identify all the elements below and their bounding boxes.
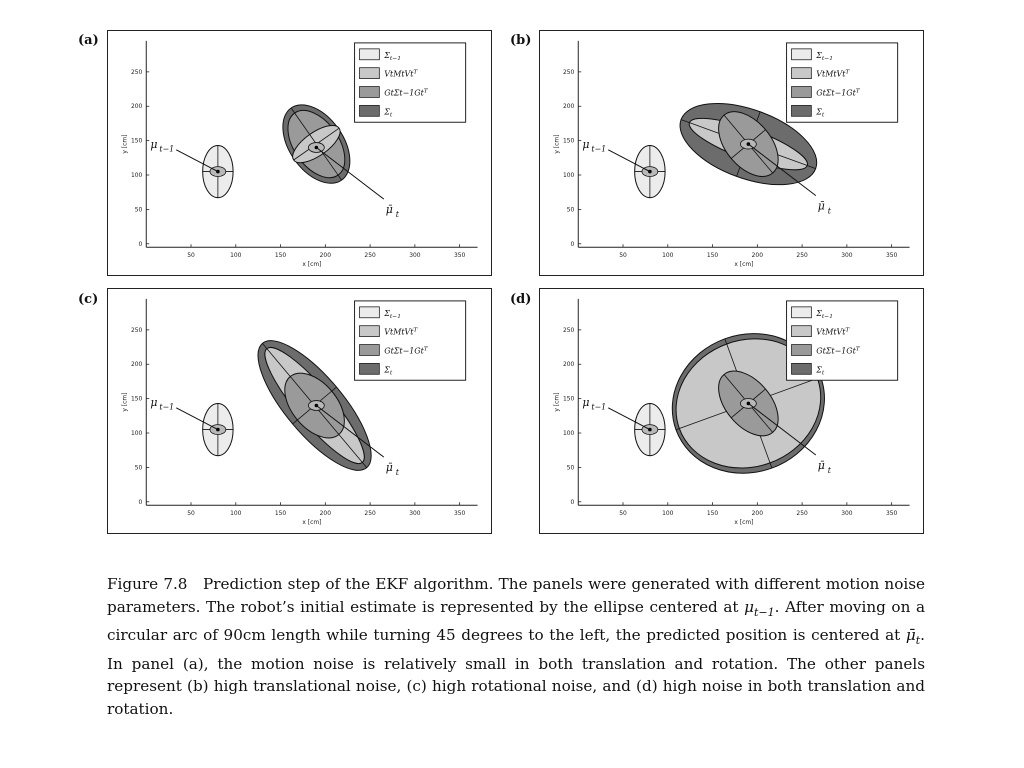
- annotation-label-prev: μ: [150, 137, 158, 151]
- y-tick-label: 200: [130, 361, 143, 369]
- figure-caption: [107, 573, 925, 720]
- x-tick-label: 350: [453, 252, 466, 260]
- x-tick-label: 50: [619, 252, 627, 260]
- annotation-label-prev-sub: t−1: [591, 402, 607, 412]
- y-tick-label: 250: [130, 326, 143, 334]
- x-tick-label: 150: [706, 510, 719, 518]
- x-tick-label: 200: [751, 252, 764, 260]
- legend-swatch: [792, 345, 812, 356]
- y-tick-label: 150: [562, 137, 575, 145]
- x-tick-label: 50: [187, 510, 195, 518]
- annotation-label-pred: μ̄: [817, 458, 825, 472]
- annotation-label-prev: μ: [150, 395, 158, 409]
- legend-swatch: [792, 49, 812, 60]
- legend-swatch: [360, 307, 380, 318]
- x-tick-label: 350: [453, 510, 466, 518]
- annotation-label-prev: μ: [582, 137, 590, 151]
- x-tick-label: 350: [885, 510, 898, 518]
- y-tick-label: 50: [566, 206, 575, 214]
- legend-label: $Gt\Sigma t-1Gt^T$: [384, 87, 428, 98]
- x-tick-label: 50: [187, 252, 195, 260]
- legend-swatch: [360, 345, 380, 356]
- y-tick-label: 250: [562, 68, 575, 76]
- x-tick-label: 100: [662, 252, 674, 260]
- annotation-label-pred-sub: t: [827, 206, 831, 216]
- x-axis-label: x [cm]: [302, 261, 322, 269]
- legend-label: VtMtVt$^T$: [384, 68, 418, 79]
- x-tick-label: 200: [319, 252, 332, 260]
- x-tick-label: 100: [662, 510, 674, 518]
- x-axis-label: x [cm]: [302, 519, 322, 527]
- chart-svg-c: [108, 289, 491, 533]
- legend-swatch: [792, 87, 812, 98]
- legend-label: $\Sigma_t$: [384, 107, 393, 119]
- x-tick-label: 250: [796, 252, 808, 260]
- figure-label: Figure 7.8: [107, 575, 188, 593]
- y-tick-label: 150: [562, 395, 575, 403]
- x-tick-label: 250: [364, 252, 376, 260]
- x-tick-label: 50: [619, 510, 627, 518]
- caption-body: [107, 575, 925, 718]
- legend-swatch: [360, 49, 380, 60]
- y-tick-label: 100: [562, 172, 575, 180]
- annotation-label-prev-sub: t−1: [159, 402, 175, 412]
- legend-swatch: [792, 68, 812, 79]
- annotation-label-pred: μ̄: [385, 460, 393, 474]
- x-tick-label: 300: [841, 252, 853, 260]
- annotation-label-prev-sub: t−1: [159, 144, 175, 154]
- x-tick-label: 200: [751, 510, 764, 518]
- legend-label: $Gt\Sigma t-1Gt^T$: [816, 345, 860, 356]
- annotation-label-pred: μ̄: [817, 199, 825, 213]
- y-tick-label: 0: [570, 240, 575, 248]
- chart-svg-a: [108, 31, 491, 275]
- y-tick-label: 50: [134, 464, 143, 472]
- legend-label: $Gt\Sigma t-1Gt^T$: [816, 87, 860, 98]
- y-tick-label: 150: [130, 137, 143, 145]
- y-tick-label: 100: [130, 430, 143, 438]
- annotation-label-prev: μ: [582, 395, 590, 409]
- legend-swatch: [792, 363, 812, 374]
- annotation-label-pred-sub: t: [395, 467, 399, 477]
- x-tick-label: 350: [885, 252, 898, 260]
- annotation-label-prev-sub: t−1: [591, 144, 607, 154]
- legend-swatch: [360, 68, 380, 79]
- legend-swatch: [792, 105, 812, 116]
- y-tick-label: 50: [566, 464, 575, 472]
- legend-label: $\Sigma_{t-1}$: [384, 50, 402, 62]
- y-tick-label: 200: [562, 103, 575, 111]
- legend-swatch: [360, 105, 380, 116]
- y-tick-label: 0: [138, 240, 143, 248]
- x-axis-label: x [cm]: [734, 261, 754, 269]
- y-axis-label: y [cm]: [121, 134, 129, 154]
- y-tick-label: 0: [138, 498, 143, 506]
- y-axis-label: y [cm]: [121, 392, 129, 412]
- x-tick-label: 150: [706, 252, 719, 260]
- y-tick-label: 50: [134, 206, 143, 214]
- caption-text: . In panel (a), the motion noise is relatively small in both translation and rotation. The other panels represent (b) high translational noise, (c) high rotational noise, and (d) high noise in both translation and rotation.: [107, 626, 925, 718]
- chart-panel-b: [539, 30, 924, 276]
- y-axis-label: y [cm]: [553, 134, 561, 154]
- y-tick-label: 100: [130, 172, 143, 180]
- y-tick-label: 200: [562, 361, 575, 369]
- legend-label: VtMtVt$^T$: [816, 326, 850, 337]
- caption-math: μ: [744, 597, 755, 616]
- annotation-label-pred-sub: t: [395, 209, 399, 219]
- annotation-label-pred-sub: t: [827, 465, 831, 475]
- y-tick-label: 250: [130, 68, 143, 76]
- x-tick-label: 150: [274, 252, 287, 260]
- legend-label: $\Sigma_t$: [816, 365, 825, 377]
- x-tick-label: 300: [841, 510, 853, 518]
- y-axis-label: y [cm]: [553, 392, 561, 412]
- y-tick-label: 250: [562, 326, 575, 334]
- caption-math: t: [915, 634, 921, 648]
- chart-panel-a: [107, 30, 492, 276]
- panel-letter-d: (d): [510, 292, 532, 307]
- panel-letter-a: (a): [78, 33, 99, 48]
- x-tick-label: 150: [274, 510, 287, 518]
- annotation-label-pred: μ̄: [385, 202, 393, 216]
- panel-letter-c: (c): [78, 292, 99, 307]
- caption-math: t−1: [754, 605, 775, 619]
- y-tick-label: 100: [562, 430, 575, 438]
- legend-label: $\Sigma_t$: [384, 365, 393, 377]
- legend-label: VtMtVt$^T$: [816, 68, 850, 79]
- caption-math: μ̄: [905, 626, 916, 645]
- x-tick-label: 250: [796, 510, 808, 518]
- y-tick-label: 200: [130, 103, 143, 111]
- legend-label: $Gt\Sigma t-1Gt^T$: [384, 345, 428, 356]
- legend-label: $\Sigma_{t-1}$: [816, 50, 834, 62]
- legend-swatch: [360, 363, 380, 374]
- chart-svg-b: [540, 31, 923, 275]
- x-tick-label: 250: [364, 510, 376, 518]
- x-tick-label: 100: [230, 510, 242, 518]
- x-tick-label: 300: [409, 252, 421, 260]
- x-tick-label: 300: [409, 510, 421, 518]
- y-tick-label: 0: [570, 498, 575, 506]
- chart-panel-c: [107, 288, 492, 534]
- legend-swatch: [360, 326, 380, 337]
- panel-letter-b: (b): [510, 33, 532, 48]
- legend-label: $\Sigma_t$: [816, 107, 825, 119]
- caption-text: . After moving on a circular arc of 90cm length while turning 45 degrees to the left, the predicted position is centered at: [107, 597, 926, 645]
- legend-label: $\Sigma_{t-1}$: [384, 308, 402, 320]
- x-axis-label: x [cm]: [734, 519, 754, 527]
- chart-svg-d: [540, 289, 923, 533]
- legend-label: VtMtVt$^T$: [384, 326, 418, 337]
- legend-swatch: [360, 87, 380, 98]
- chart-panel-d: [539, 288, 924, 534]
- y-tick-label: 150: [130, 395, 143, 403]
- caption-text: Prediction step of the EKF algorithm. The panels were generated with different motion noise parameters. The robot’s initial estimate is represented by the ellipse centered at: [107, 575, 925, 616]
- legend-label: $\Sigma_{t-1}$: [816, 308, 834, 320]
- legend-swatch: [792, 326, 812, 337]
- legend-swatch: [792, 307, 812, 318]
- x-tick-label: 200: [319, 510, 332, 518]
- x-tick-label: 100: [230, 252, 242, 260]
